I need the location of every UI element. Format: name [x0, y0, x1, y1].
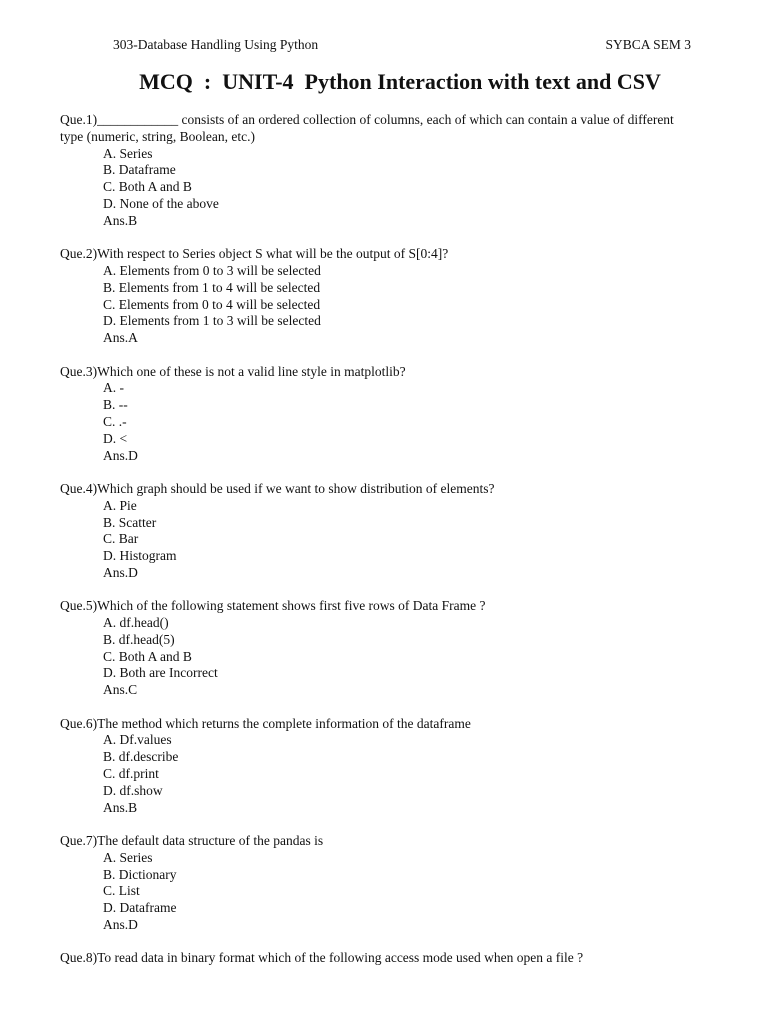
question-block	[60, 716, 700, 817]
page-title: MCQ : UNIT-4 Python Interaction with text and CSV	[139, 69, 661, 94]
answer-option: A. Series	[103, 145, 153, 161]
answer-option: C. df.print	[103, 766, 159, 782]
answer-option: D. Elements from 1 to 3 will be selected	[103, 313, 321, 329]
answer-option: C. Both A and B	[103, 179, 192, 195]
answer-key: Ans.D	[103, 917, 138, 933]
answer-key: Ans.D	[103, 564, 138, 580]
answer-option: D. Dataframe	[103, 900, 177, 916]
question-text: Que.7)The default data structure of the pandas is	[60, 833, 324, 849]
answer-option: C. Bar	[103, 531, 139, 547]
answer-option: D. Both are Incorrect	[103, 665, 218, 681]
question-block	[60, 481, 700, 582]
answer-option: B. Dataframe	[103, 162, 176, 178]
answer-option: B. df.head(5)	[103, 631, 175, 647]
answer-key: Ans.C	[103, 682, 138, 698]
answer-option: D. df.show	[103, 782, 163, 798]
course-title: 303-Database Handling Using Python	[113, 37, 319, 52]
answer-option: B. Elements from 1 to 4 will be selected	[103, 279, 321, 295]
question-text: Que.4)Which graph should be used if we want to show distribution of elements?	[60, 480, 495, 496]
question-block	[60, 112, 700, 230]
answer-key: Ans.B	[103, 212, 138, 228]
answer-option: A. Pie	[103, 497, 137, 513]
question-block	[60, 364, 700, 465]
question-text: Que.8)To read data in binary format which of the following access mode used when open a file ?	[60, 950, 584, 966]
question-list	[60, 112, 700, 984]
answer-option: C. Both A and B	[103, 648, 192, 664]
question-block	[60, 950, 700, 967]
answer-option: C. List	[103, 883, 140, 899]
semester-label: SYBCA SEM 3	[605, 37, 691, 52]
question-text: Que.5)Which of the following statement shows first five rows of Data Frame ?	[60, 598, 486, 614]
question-block	[60, 598, 700, 699]
question-text: Que.1)____________ consists of an ordered collection of columns, each of which can contain a value of different type (numeric, string, Boolean, etc.)	[60, 112, 674, 144]
answer-key: Ans.B	[103, 799, 138, 815]
answer-option: B. --	[103, 397, 128, 413]
answer-option: D. <	[103, 430, 128, 446]
question-block	[60, 833, 700, 934]
answer-option: A. Elements from 0 to 3 will be selected	[103, 262, 321, 278]
answer-option: A. Df.values	[103, 732, 172, 748]
answer-key: Ans.A	[103, 330, 138, 346]
answer-option: A. -	[103, 380, 124, 396]
answer-key: Ans.D	[103, 447, 138, 463]
answer-option: C. .-	[103, 413, 127, 429]
answer-option: D. None of the above	[103, 195, 219, 211]
answer-option: A. Series	[103, 849, 153, 865]
question-block	[60, 246, 700, 347]
answer-option: D. Histogram	[103, 548, 177, 564]
answer-option: B. Scatter	[103, 514, 157, 530]
page-header	[113, 37, 691, 55]
answer-option: B. df.describe	[103, 749, 179, 765]
answer-option: C. Elements from 0 to 4 will be selected	[103, 296, 321, 312]
question-text: Que.2)With respect to Series object S what will be the output of S[0:4]?	[60, 246, 449, 262]
question-text: Que.3)Which one of these is not a valid line style in matplotlib?	[60, 363, 406, 379]
answer-option: A. df.head()	[103, 615, 169, 631]
question-text: Que.6)The method which returns the complete information of the dataframe	[60, 715, 471, 731]
answer-option: B. Dictionary	[103, 866, 177, 882]
